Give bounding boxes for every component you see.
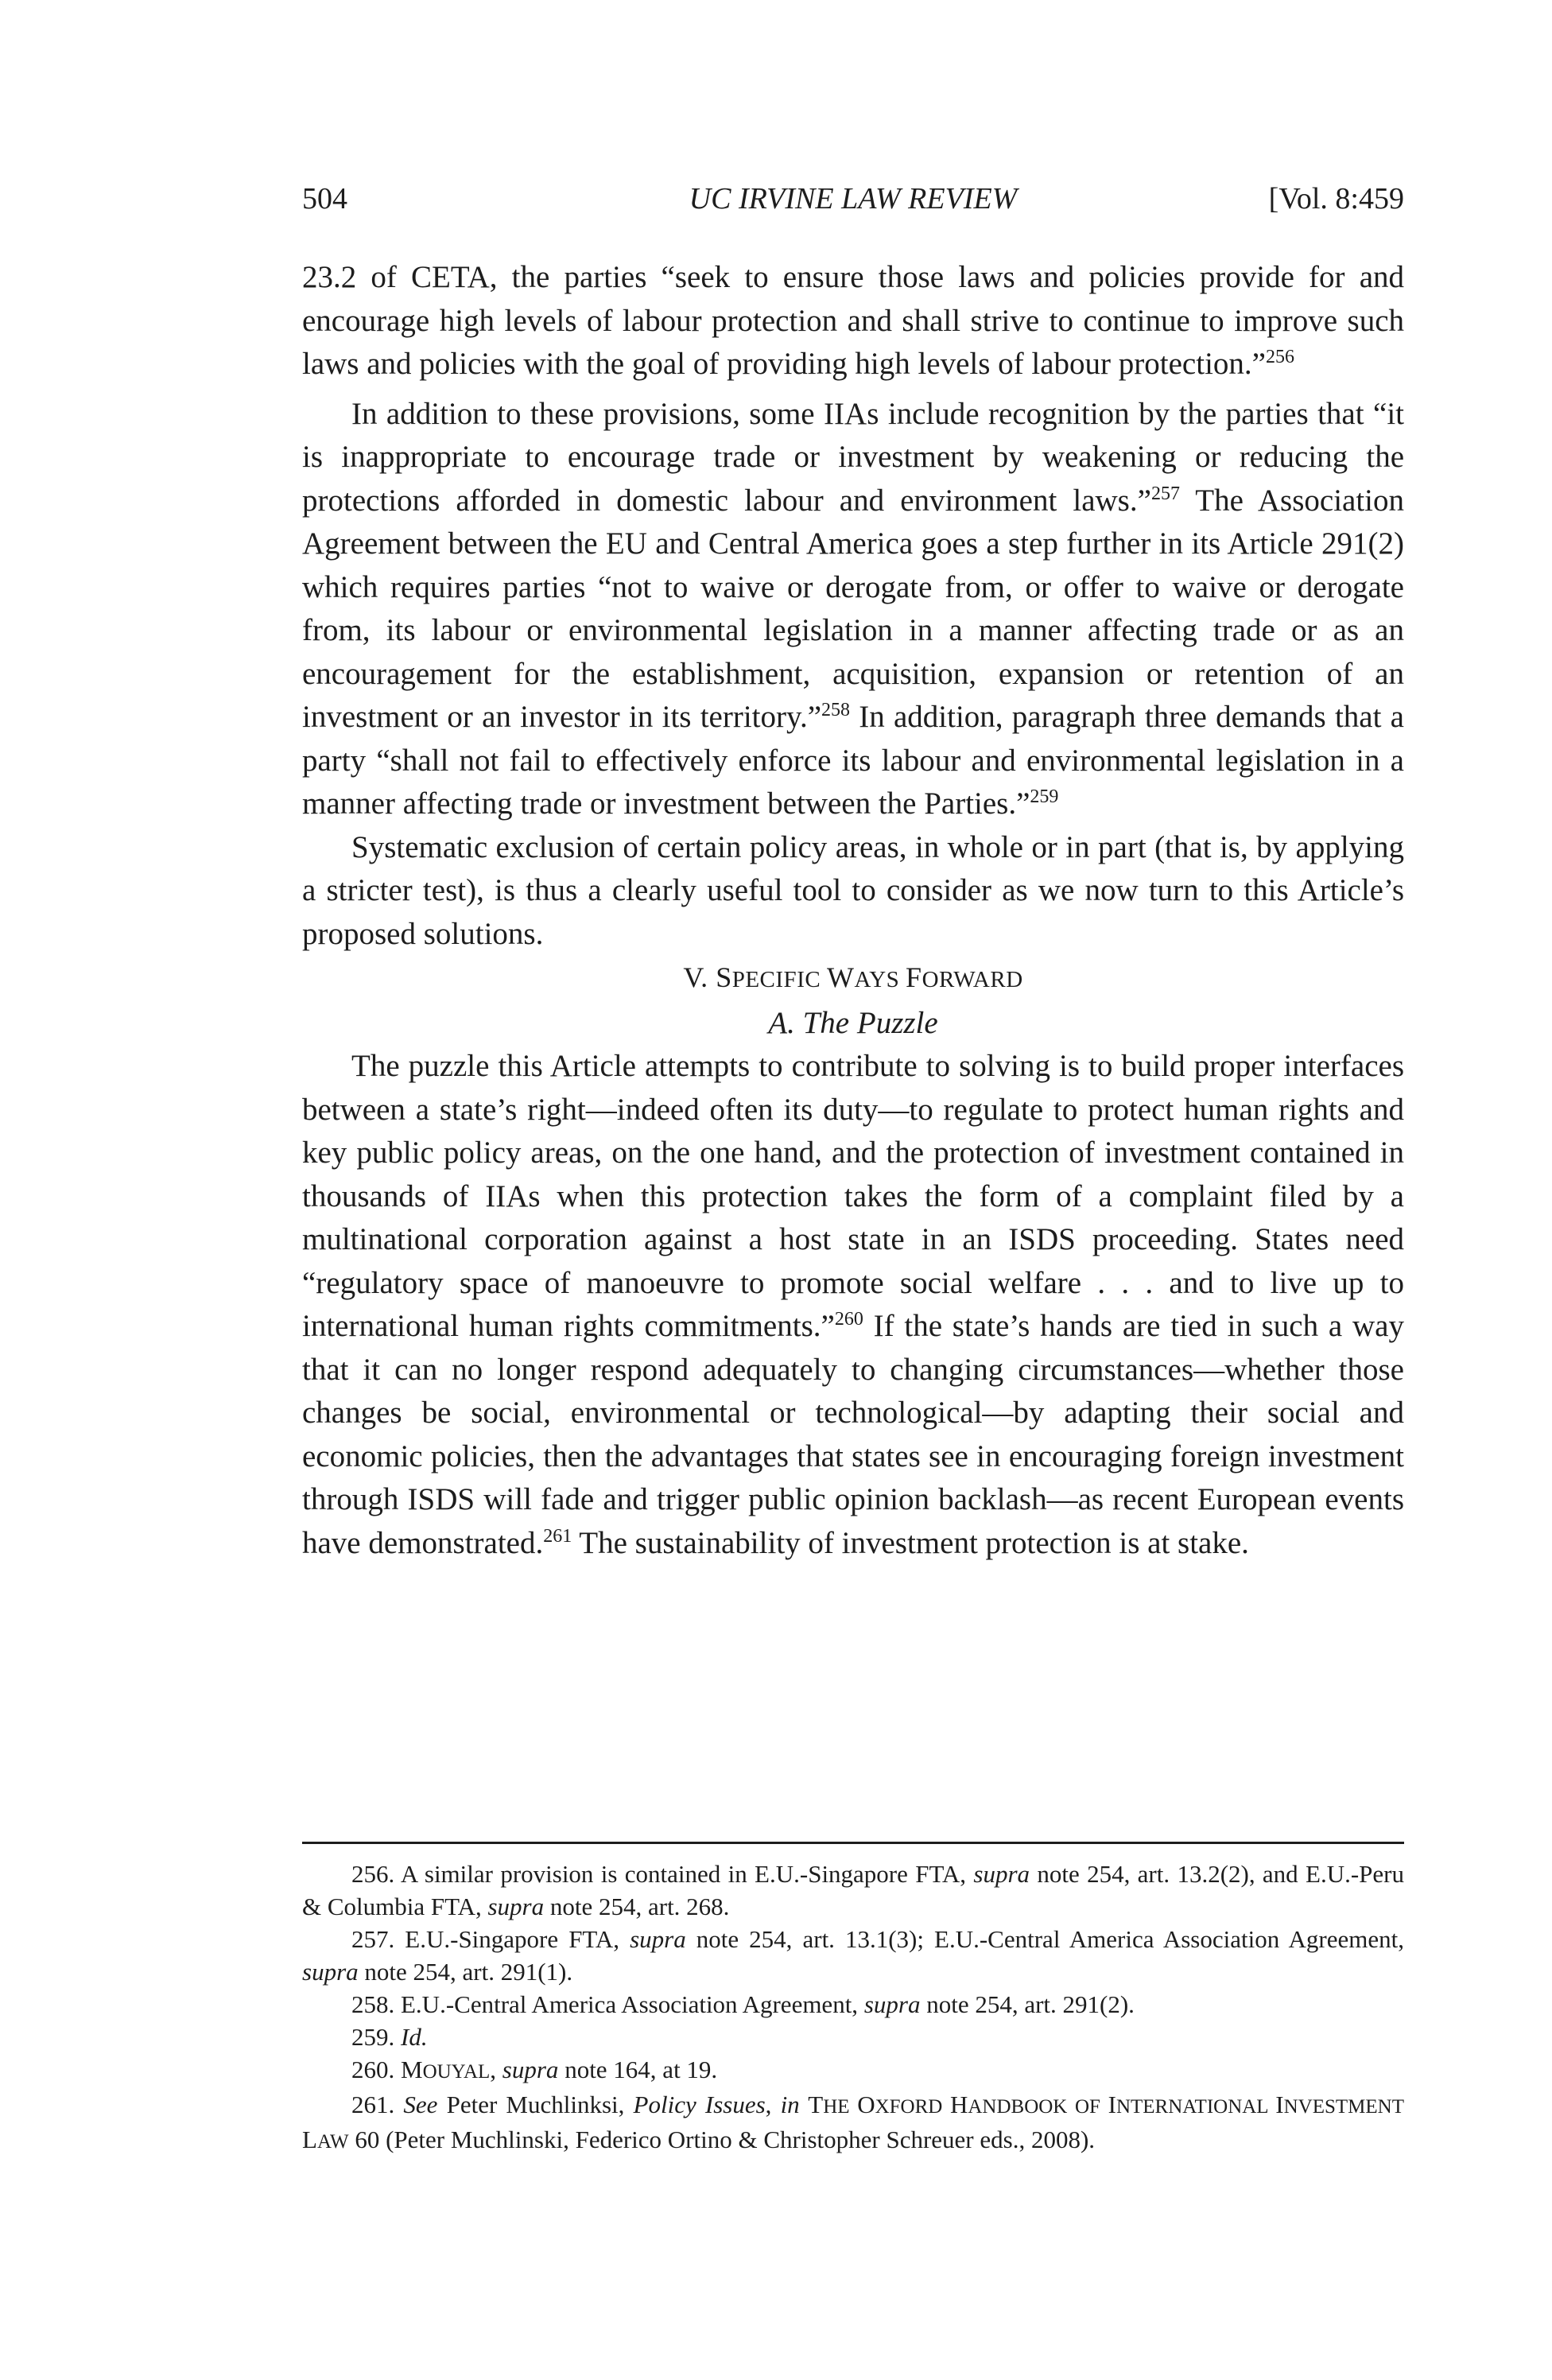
paragraph-text: In addition, paragraph three demands that a party “shall not fail to effectively enforce its labour and environmental legislation in a manner affecting trade or investment between the Parties.” xyxy=(302,700,1404,821)
paragraph-text: 23.2 of CETA, the parties “seek to ensure those laws and policies provide for and encourage high levels of labour protection and shall strive to continue to improve such laws and policies with the goal of providing high levels of labour protection.” xyxy=(302,260,1404,381)
footnote-ref-260[interactable]: 260 xyxy=(834,1309,863,1330)
footnote-259: 259. Id. xyxy=(351,2023,428,2051)
footnote-divider xyxy=(302,1842,1404,1844)
paragraph xyxy=(302,393,1404,826)
footnote-ref-257[interactable]: 257 xyxy=(1150,483,1180,504)
footnote-256: 256. A similar provision is contained in E.U.-Singapore FTA, supra note 254, art. 13.2(2), and E.U.-Peru & Columbia FTA, supra note 254, art. 268. xyxy=(302,1860,1404,1920)
paragraph-text: The sustainability of investment protection is at stake. xyxy=(572,1525,1249,1560)
footnote-ref-256[interactable]: 256 xyxy=(1265,347,1294,367)
footnote-257: 257. E.U.-Singapore FTA, supra note 254, art. 13.1(3); E.U.-Central America Association Agreement, supra note 254, art. 291(1). xyxy=(302,1925,1404,1986)
paragraph-continued xyxy=(302,256,1404,386)
footnote-258: 258. E.U.-Central America Association Agreement, supra note 254, art. 291(2). xyxy=(351,1990,1135,2018)
paragraph-text: If the state’s hands are tied in such a way that it can no longer respond adequately to changing circumstances—whether those changes be social, environmental or technological—by adapting their social and economic policies, then the advantages that states see in encouraging foreign investment through ISDS will fade and trigger public opinion backlash—as recent European events have demonstrated. xyxy=(302,1309,1404,1560)
subsection-heading: A. The Puzzle xyxy=(768,1005,938,1040)
page-number: 504 xyxy=(302,182,347,215)
running-header xyxy=(302,177,1404,221)
paragraph-text: In addition to these provisions, some IIAs include recognition by the parties that “it is inappropriate to encourage trade or investment by weakening or reducing the protections afforded in domestic labour and environment laws.” xyxy=(302,396,1404,518)
volume-citation: [Vol. 8:459 xyxy=(1268,182,1404,215)
paragraph-text: The puzzle this Article attempts to contribute to solving is to build proper interfaces between a state’s right—indeed often its duty—to regulate to protect human rights and key public policy areas, on the one hand, and the protection of investment contained in thousands of IIAs when this protection takes the form of a complaint filed by a multinational corporation against a host state in an ISDS proceeding. States need “regulatory space of manoeuvre to promote social welfare . . . and to live up to international human rights commitments.” xyxy=(302,1049,1404,1343)
footnote-ref-258[interactable]: 258 xyxy=(821,700,850,720)
paragraph xyxy=(302,1045,1404,1565)
footnotes xyxy=(302,1858,1404,2158)
footnote-ref-261[interactable]: 261 xyxy=(543,1525,572,1547)
footnote-260: 260. MOUYAL, supra note 164, at 19. xyxy=(351,2056,718,2083)
journal-title: UC IRVINE LAW REVIEW xyxy=(689,182,1018,215)
paragraph xyxy=(302,826,1404,957)
footnote-ref-259[interactable]: 259 xyxy=(1030,786,1059,807)
paragraph-text: Systematic exclusion of certain policy areas, in whole or in part (that is, by applying a stricter test), is thus a clearly useful tool to consider as we now turn to this Article’s proposed solutions. xyxy=(302,829,1404,951)
main-text xyxy=(302,256,1404,1565)
section-heading: V. SPECIFIC WAYS FORWARD xyxy=(683,961,1023,993)
paragraph-text: The Association Agreement between the EU and Central America goes a step further in its Article 291(2) which requires parties “not to waive or derogate from, or offer to waive or derogate from, its labour or environmental legislation in a manner affecting trade or as an encouragement for the establishment, acquisition, expansion or retention of an investment or an investor in its territory.” xyxy=(302,483,1405,734)
footnote-261: 261. See Peter Muchlinksi, Policy Issues, in THE OXFORD HANDBOOK OF INTERNATIONAL INVESTMENT LAW 60 (Peter Muchlinski, Federico Ortino & Christopher Schreuer eds., 2008). xyxy=(302,2091,1405,2153)
